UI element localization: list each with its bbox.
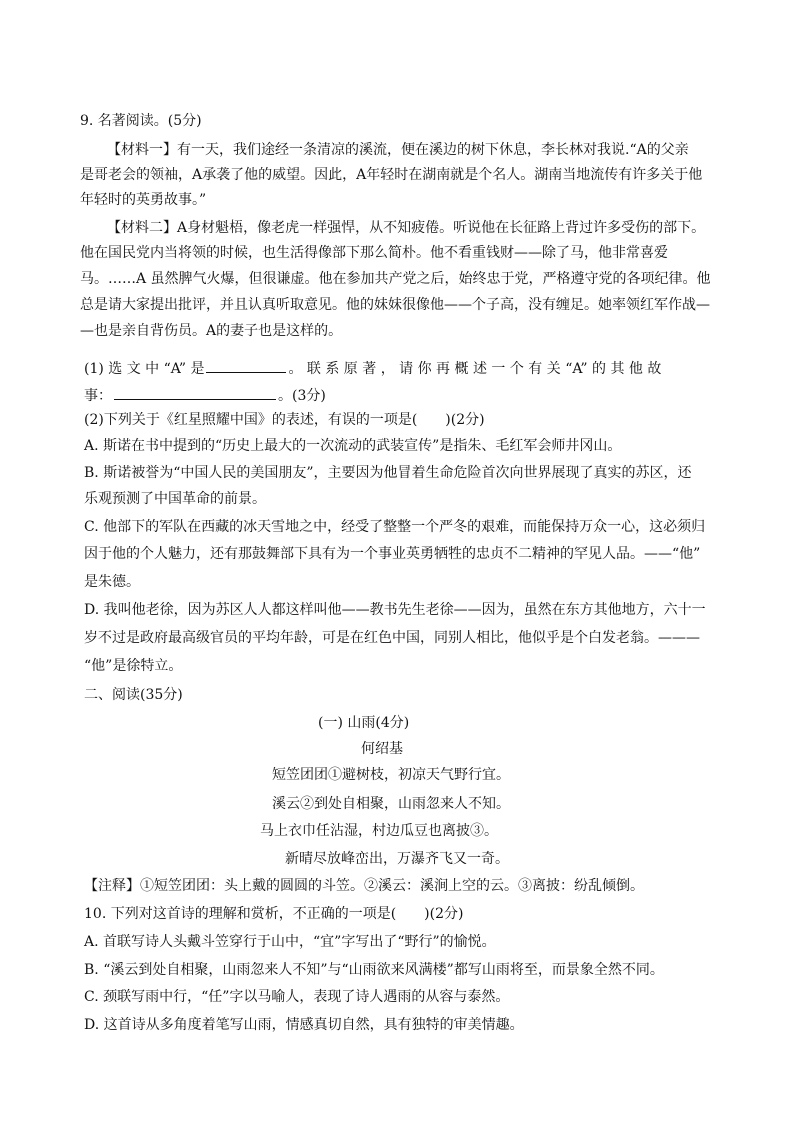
material-2-line-5: —也是亲自背伤员。A的妻子也是这样的。	[80, 323, 343, 339]
material-1-line-3: 年轻时的英勇故事。”	[80, 192, 207, 208]
material-1-line-2: 是哥老会的领袖，A承袭了他的威望。因此，A年轻时在湖南就是个名人。湖南当地流传有许多关于他	[80, 167, 703, 183]
answer-blank-a[interactable]	[206, 358, 286, 373]
sub-question-1-score: 。(3分)	[278, 388, 326, 404]
question-10-option-b: B. “溪云到处自相聚，山雨忽来人不知”与“山雨欲来风满楼”都写山雨将至，而景象全然不同。	[84, 962, 664, 978]
material-1-line-1: 【材料一】有一天，我们途经一条清凉的溪流，便在溪边的树下休息，李长林对我说.“A的父亲	[107, 142, 689, 158]
poem-line-1: 短笠团团①避树枝，初凉天气野行宜。	[272, 767, 510, 783]
option-c-line-1: C. 他部下的军队在西藏的冰天雪地之中，经受了整整一个严冬的艰难，而能保持万众一心，这必须归	[84, 519, 706, 535]
material-2-line-2: 他在国民党内当将领的时候，也生活得像部下那么简朴。他不看重钱财——除了马，他非常喜爱	[80, 245, 668, 261]
section-2-title: 二、阅读(35分)	[84, 687, 183, 703]
sub-question-1-story-prefix: 事：	[84, 388, 112, 404]
material-2-line-4: 总是请大家提出批评，并且认真听取意见。他的妹妹很像他——个子高，没有缠足。她率领红军作战—	[80, 297, 710, 313]
question-9-title: 9. 名著阅读。(5分)	[80, 113, 202, 129]
question-10-option-c: C. 颈联写雨中行，“任”字以马喻人，表现了诗人遇雨的从容与泰然。	[84, 989, 510, 1005]
option-a: A. 斯诺在书中提到的“历史上最大的一次流动的武装宣传”是指朱、毛红军会师井冈山。	[84, 438, 622, 454]
poem-heading: (一) 山雨(4分)	[318, 715, 410, 731]
answer-blank-story[interactable]	[114, 385, 276, 400]
option-d-line-1: D. 我叫他老徐，因为苏区人人都这样叫他——教书先生老徐——因为，虽然在东方其他地方，六十一	[84, 602, 706, 618]
option-d-line-2: 岁不过是政府最高级官员的平均年龄，可是在红色中国，同别人相比，他似乎是个白发老翁。———	[84, 630, 700, 646]
option-b-line-1: B. 斯诺被誉为“中国人民的美国朋友”，主要因为他冒着生命危险首次向世界展现了真实的苏区，还	[84, 465, 692, 481]
option-b-line-2: 乐观预测了中国革命的前景。	[84, 491, 266, 507]
poem-line-3: 马上衣巾任沾湿，村边瓜豆也离披③。	[260, 823, 498, 839]
option-c-line-3: 是朱德。	[84, 574, 140, 590]
sub-question-1-prefix: (1) 选 文 中 “A” 是	[84, 361, 205, 377]
poem-author: 何绍基	[361, 741, 403, 757]
material-2-line-3: 马。……A 虽然脾气火爆，但很谦虚。他在参加共产党之后，始终忠于党，严格遵守党的各项纪律。他	[80, 271, 711, 287]
sub-question-2-stem: (2)下列关于《红星照耀中国》的表述，有误的一项是( )(2分)	[84, 412, 485, 428]
question-10-stem: 10. 下列对这首诗的理解和赏析，不正确的一项是( )(2分)	[84, 906, 464, 922]
sub-question-1-line-2	[84, 385, 326, 405]
sub-question-1-suffix: 。 联 系 原 著 ， 请 你 再 概 述 一 个 有 关 “A” 的 其 他 故	[288, 361, 662, 377]
sub-question-1-line-1	[84, 358, 661, 378]
option-d-line-3: “他”是徐特立。	[84, 658, 183, 674]
poem-notes: 【注释】①短笠团团：头上戴的圆圆的斗笠。②溪云：溪涧上空的云。③离披：纷乱倾倒。	[84, 878, 644, 894]
material-2-line-1: 【材料二】A身材魁梧，像老虎一样强悍，从不知疲倦。听说他在长征路上背过许多受伤的部下。	[107, 220, 706, 236]
poem-line-4: 新晴尽放峰峦出，万瀑齐飞又一奇。	[285, 851, 509, 867]
poem-line-2: 溪云②到处自相聚，山雨忽来人不知。	[272, 796, 510, 812]
option-c-line-2: 因于他的个人魅力，还有那鼓舞部下具有为一个事业英勇牺牲的忠贞不二精神的罕见人品。——“他”	[84, 546, 701, 562]
question-10-option-d: D. 这首诗从多角度着笔写山雨，情感真切自然，具有独特的审美情趣。	[84, 1017, 524, 1033]
question-10-option-a: A. 首联写诗人头戴斗笠穿行于山中，“宜”字写出了“野行”的愉悦。	[84, 934, 496, 950]
